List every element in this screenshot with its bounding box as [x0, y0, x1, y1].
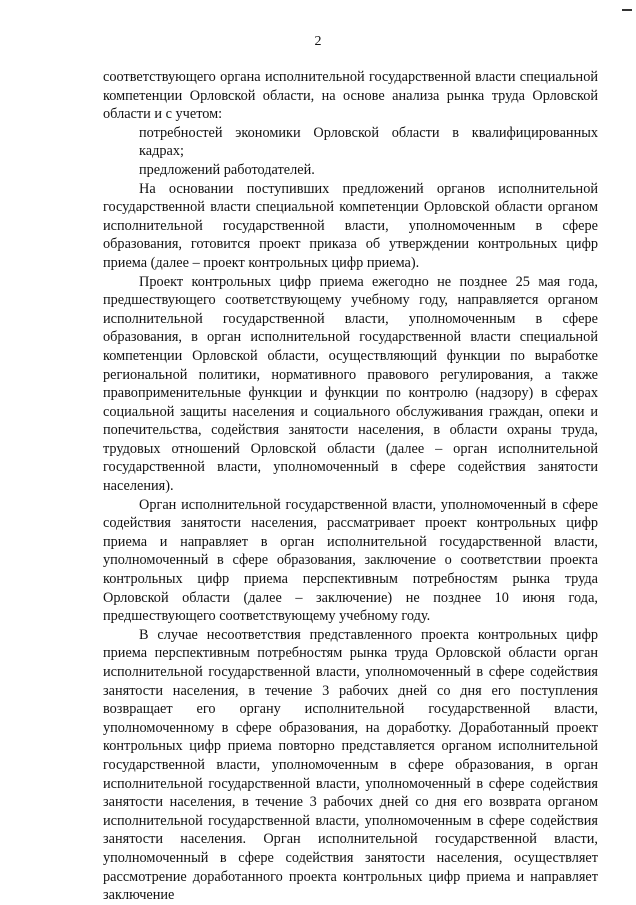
list-item-employer-proposals: предложений работодателей. — [139, 161, 315, 178]
document-body — [103, 68, 598, 905]
page-number: 2 — [314, 34, 322, 49]
paragraph-intro: соответствующего органа исполнительной государственной власти специальной компетенции Орловской области, на основе анализа рынка труда Орловской области и с учетом: — [103, 69, 598, 123]
paragraph-review-conclusion: Орган исполнительной государственной власти, уполномоченный в сфере содействия занятости населения, рассматривает проект контрольных цифр приема и направляет в орган исполнительной государственной власти, уполномоченный в сфере образования, заключение о соответствии проекта контрольных цифр приема перспективным потребностям рынка труда Орловской области (далее – заключение) не позднее 10 июня года, предшествующего соответствующему учебному году. — [103, 496, 598, 625]
list-item-economy-needs: потребностей экономики Орловской области в квалифицированных кадрах; — [139, 124, 598, 160]
paragraph-nonconformity: В случае несоответствия представленного проекта контрольных цифр приема перспективным потребностям рынка труда Орловской области орган исполнительной государственной власти, уполномоченный в сфере содействия занятости населения, в течение 3 рабочих дней со дня его поступления возвращает его органу исполнительной государственной власти, уполномоченному в сфере образования, на доработку. Доработанный проект контрольных цифр приема повторно представляется органом исполнительной государственной власти, уполномоченным в сфере образования, в орган исполнительной государственной власти, уполномоченный в сфере содействия занятости населения, в течение 3 рабочих дней со дня его возврата органом исполнительной государственной власти, уполномоченным в сфере содействия занятости населения. Орган исполнительной государственной власти, уполномоченный в сфере содействия занятости населения, осуществляет рассмотрение доработанного проекта контрольных цифр приема и направляет заключение — [103, 626, 598, 904]
paragraph-project-submission: Проект контрольных цифр приема ежегодно не позднее 25 мая года, предшествующего соответствующему учебному году, направляется органом исполнительной государственной власти, уполномоченным в сфере образования, в орган исполнительной государственной власти специальной компетенции Орловской области, осуществляющий функции по выработке региональной политики, нормативного правового регулирования, а также правоприменительные функции и функции по контролю (надзору) в сферах социальной защиты населения и социального обслуживания граждан, опеки и попечительства, содействия занятости населения, в области охраны труда, трудовых отношений Орловской области (далее – орган исполнительной государственной власти, уполномоченный в сфере содействия занятости населения). — [103, 273, 598, 495]
scan-mark — [622, 9, 632, 11]
paragraph-project-preparation: На основании поступивших предложений органов исполнительной государственной власти специальной компетенции Орловской области органом исполнительной государственной власти, уполномоченным в сфере образования, готовится проект приказа об утверждении контрольных цифр приема (далее – проект контрольных цифр приема). — [103, 180, 598, 271]
